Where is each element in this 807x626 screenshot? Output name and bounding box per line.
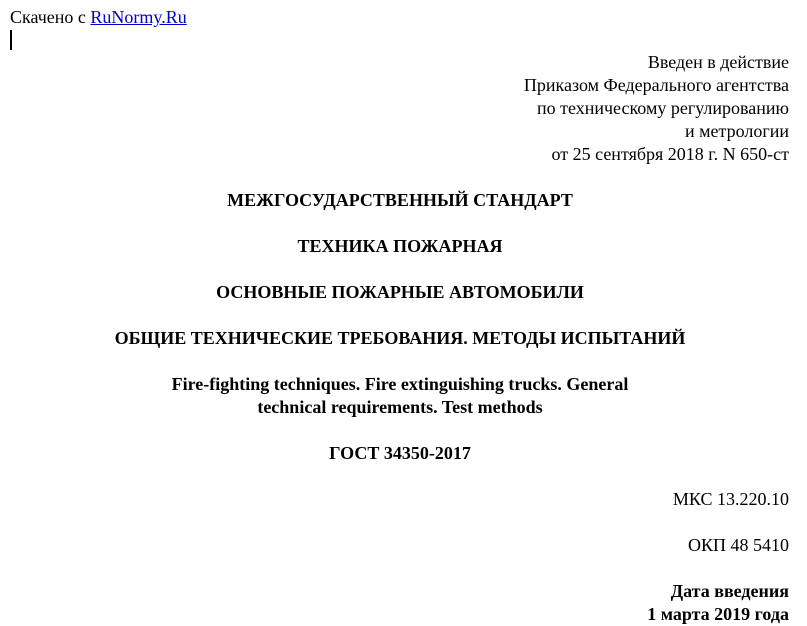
standard-type-heading: МЕЖГОСУДАРСТВЕННЫЙ СТАНДАРТ — [227, 190, 573, 210]
enactment-line: Введен в действие — [647, 52, 789, 72]
source-prefix: Скачено с — [10, 7, 91, 27]
enactment-block — [524, 51, 789, 166]
standard-number: ГОСТ 34350-2017 — [329, 443, 471, 463]
runormy-link[interactable]: RuNormy.Ru — [90, 7, 187, 27]
english-title-line-2: technical requirements. Test methods — [257, 397, 543, 417]
effective-date-value: 1 марта 2019 года — [647, 604, 789, 624]
okp-code: ОКП 48 5410 — [687, 535, 789, 555]
title-line-2: ОСНОВНЫЕ ПОЖАРНЫЕ АВТОМОБИЛИ — [216, 282, 584, 302]
effective-date-label: Дата введения — [670, 581, 789, 601]
enactment-line: по техническому регулированию — [536, 98, 789, 118]
enactment-line: и метрологии — [685, 121, 789, 141]
english-title-line-1: Fire-fighting techniques. Fire extinguishing trucks. General — [171, 374, 629, 394]
title-line-3: ОБЩИЕ ТЕХНИЧЕСКИЕ ТРЕБОВАНИЯ. МЕТОДЫ ИСПЫТАНИЙ — [114, 328, 686, 348]
title-line-1: ТЕХНИКА ПОЖАРНАЯ — [297, 236, 503, 256]
enactment-line: Приказом Федерального агентства — [523, 75, 789, 95]
mks-code: МКС 13.220.10 — [672, 489, 789, 509]
source-line — [10, 6, 187, 29]
text-cursor — [10, 30, 12, 50]
english-title — [0, 373, 800, 419]
enactment-line: от 25 сентября 2018 г. N 650-ст — [551, 144, 789, 164]
